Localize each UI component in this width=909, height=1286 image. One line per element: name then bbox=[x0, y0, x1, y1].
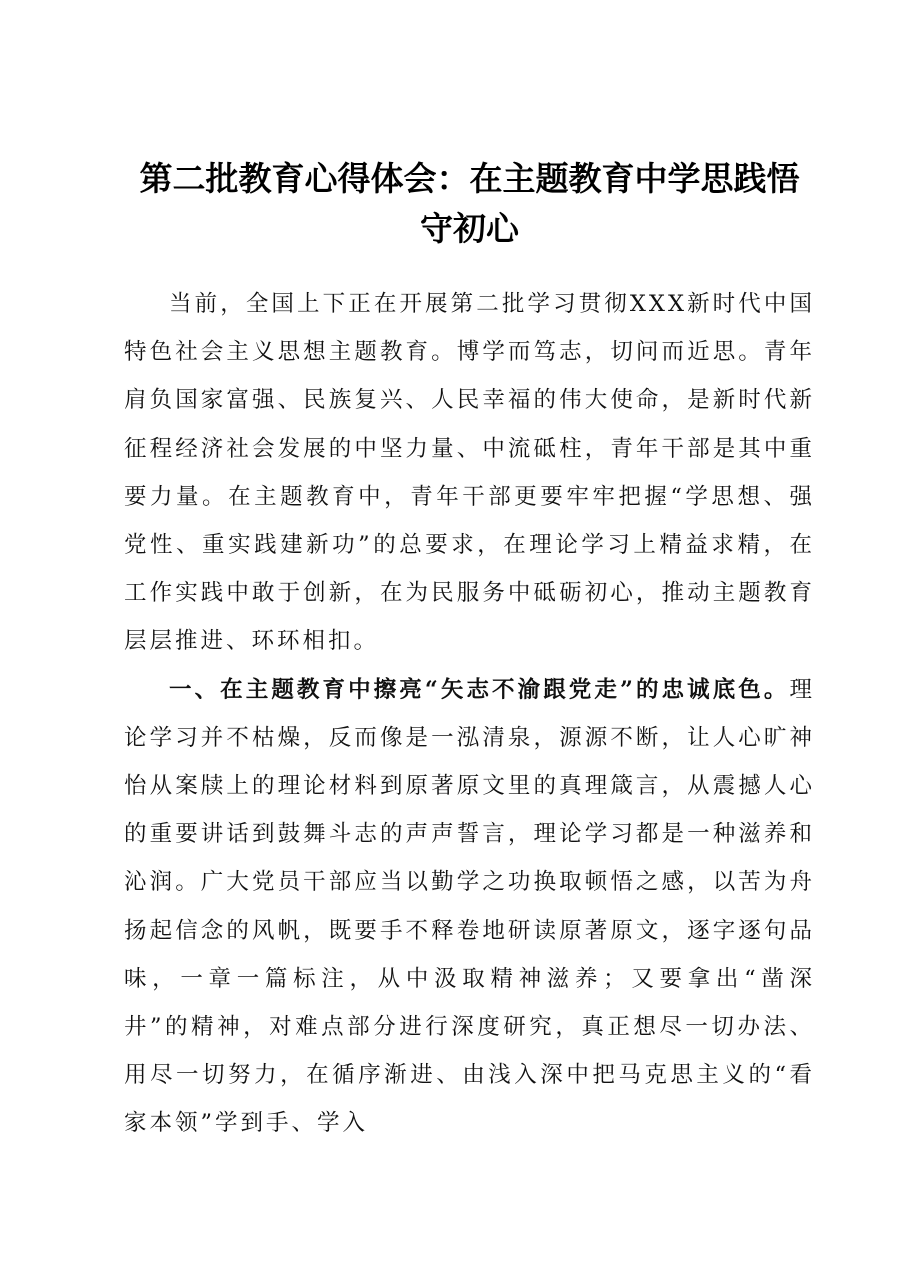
section-one-heading: 一、在主题教育中擦亮“矢志不渝跟党走”的忠诚底色。 bbox=[169, 676, 790, 703]
paragraph-intro bbox=[124, 280, 815, 666]
paragraph-intro-text: 当前，全国上下正在开展第二批学习贯彻XXX新时代中国特色社会主义思想主题教育。博学而笃志，切问而近思。青年肩负国家富强、民族复兴、人民幸福的伟大使命，是新时代新征程经济社会发展的中坚力量、中流砥柱，青年干部是其中重要力量。在主题教育中，青年干部更要牢牢把握“学思想、强党性、重实践建新功”的总要求，在理论学习上精益求精，在工作实践中敢于创新，在为民服务中砥砺初心，推动主题教育层层推进、环环相扣。 bbox=[124, 291, 815, 655]
document-title: 第二批教育心得体会：在主题教育中学思践悟守初心 bbox=[139, 159, 800, 248]
document-body bbox=[124, 280, 815, 1148]
paragraph-section-one bbox=[124, 666, 815, 1148]
section-one-text: 理论学习并不枯燥，反而像是一泓清泉，源源不断，让人心旷神怡从案牍上的理论材料到原著原文里的真理箴言，从震撼人心的重要讲话到鼓舞斗志的声声誓言，理论学习都是一种滋养和沁润。广大党员干部应当以勤学之功换取顿悟之感，以苦为舟扬起信念的风帆，既要手不释卷地研读原著原文，逐字逐句品味，一章一篇标注，从中汲取精神滋养；又要拿出“凿深井”的精神，对难点部分进行深度研究，真正想尽一切办法、用尽一切努力，在循序渐进、由浅入深中把马克思主义的“看家本领”学到手、学入 bbox=[124, 676, 815, 1137]
